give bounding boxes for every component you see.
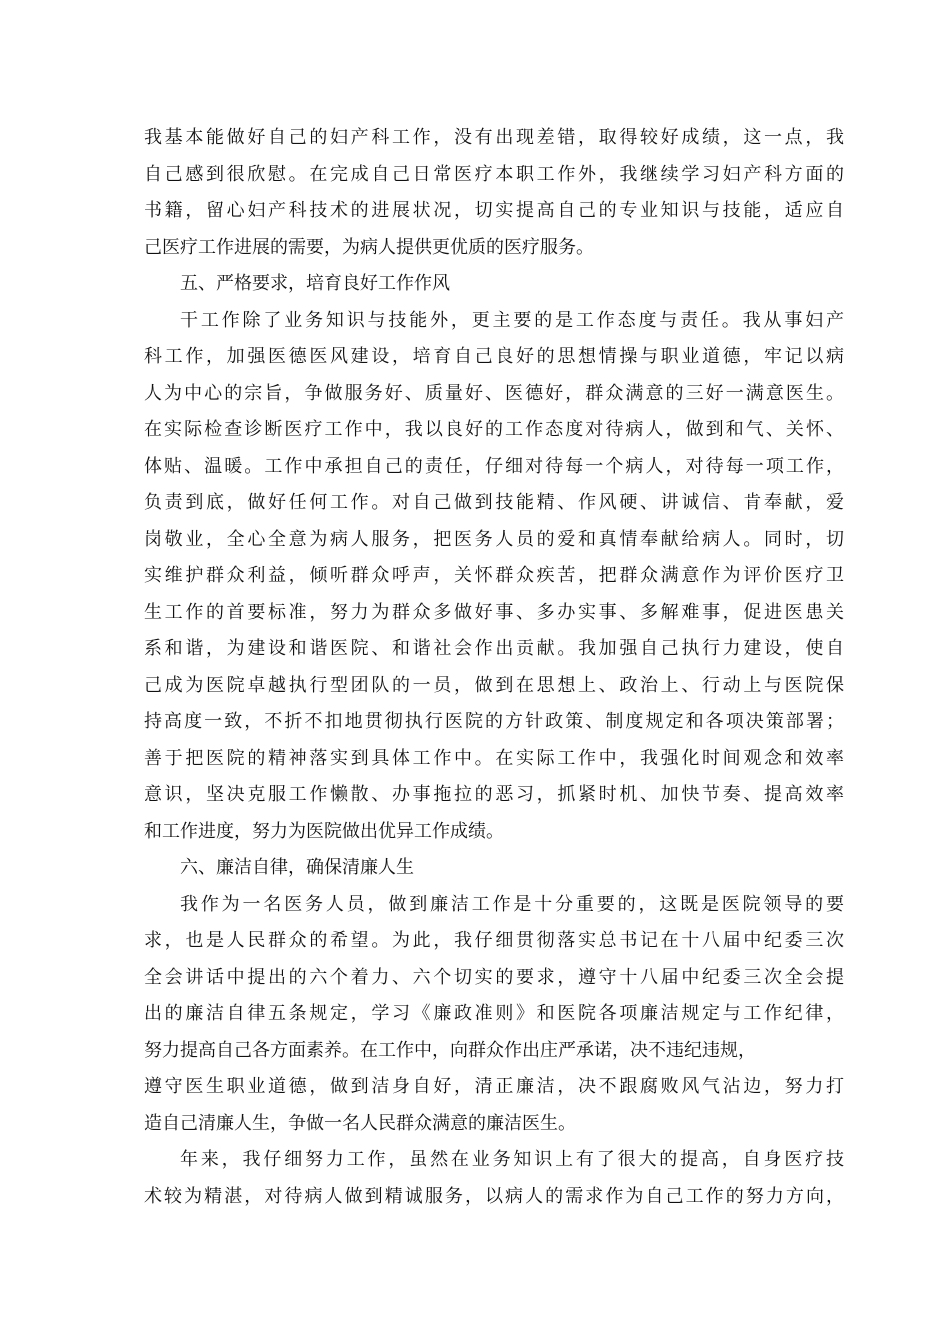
paragraph-line: 术较为精湛，对待病人做到精诚服务，以病人的需求作为自己工作的努力方向， <box>144 1185 844 1207</box>
paragraph-line: 干工作除了业务知识与技能外，更主要的是工作态度与责任。我从事妇产 <box>180 309 844 331</box>
paragraph-line: 我作为一名医务人员，做到廉洁工作是十分重要的，这既是医院领导的要 <box>180 893 844 915</box>
paragraph-line: 在实际检查诊断医疗工作中，我以良好的工作态度对待病人，做到和气、关怀、 <box>144 419 844 440</box>
paragraph-line: 岗敬业，全心全意为病人服务，把医务人员的爱和真情奉献给病人。同时，切 <box>144 528 844 550</box>
paragraph-line: 己成为医院卓越执行型团队的一员，做到在思想上、政治上、行动上与医院保 <box>144 674 844 696</box>
document-body <box>144 120 844 1215</box>
paragraph-line: 科工作，加强医德医风建设，培育自己良好的思想情操与职业道德，牢记以病 <box>144 346 844 367</box>
paragraph-line: 人为中心的宗旨，争做服务好、质量好、医德好，群众满意的三好一满意医生。 <box>144 382 844 404</box>
paragraph-line: 造自己清廉人生，争做一名人民群众满意的廉洁医生。 <box>144 1112 576 1134</box>
paragraph-line: 努力提高自己各方面素养。在工作中，向群众作出庄严承诺，决不违纪违规， <box>144 1039 756 1061</box>
paragraph-line: 实维护群众利益，倾听群众呼声，关怀群众疾苦，把群众满意作为评价医疗卫 <box>144 565 844 586</box>
section-heading: 六、廉洁自律，确保清廉人生 <box>180 857 414 878</box>
paragraph-line: 年来，我仔细努力工作，虽然在业务知识上有了很大的提高，自身医疗技 <box>180 1149 844 1170</box>
paragraph-line: 出的廉洁自律五条规定，学习《廉政准则》和医院各项廉洁规定与工作纪律， <box>144 1003 844 1024</box>
paragraph-line: 意识，坚决克服工作懒散、办事拖拉的恶习，抓紧时机、加快节奏、提高效率 <box>144 784 844 805</box>
paragraph-line: 求，也是人民群众的希望。为此，我仔细贯彻落实总书记在十八届中纪委三次 <box>144 930 844 951</box>
paragraph-line: 全会讲话中提出的六个着力、六个切实的要求，遵守十八届中纪委三次全会提 <box>144 966 844 988</box>
paragraph-line: 己医疗工作进展的需要，为病人提供更优质的医疗服务。 <box>144 236 594 258</box>
paragraph-line: 体贴、温暖。工作中承担自己的责任，仔细对待每一个病人，对待每一项工作， <box>144 455 844 477</box>
paragraph-line: 持高度一致，不折不扣地贯彻执行医院的方针政策、制度规定和各项决策部署； <box>144 711 844 732</box>
paragraph-line: 负责到底，做好任何工作。对自己做到技能精、作风硬、讲诚信、肯奉献，爱 <box>144 492 844 513</box>
paragraph-line: 善于把医院的精神落实到具体工作中。在实际工作中，我强化时间观念和效率 <box>144 747 844 769</box>
paragraph-line: 和工作进度，努力为医院做出优异工作成绩。 <box>144 820 504 842</box>
paragraph-line: 系和谐，为建设和谐医院、和谐社会作出贡献。我加强自己执行力建设，使自 <box>144 638 844 659</box>
paragraph-line: 遵守医生职业道德，做到洁身自好，清正廉洁，决不跟腐败风气沾边，努力打 <box>144 1076 844 1097</box>
paragraph-line: 生工作的首要标准，努力为群众多做好事、多办实事、多解难事，促进医患关 <box>144 601 844 623</box>
paragraph-line: 我基本能做好自己的妇产科工作，没有出现差错，取得较好成绩，这一点，我 <box>144 127 844 148</box>
section-heading: 五、严格要求，培育良好工作作风 <box>180 273 450 294</box>
paragraph-line: 自己感到很欣慰。在完成自己日常医疗本职工作外，我继续学习妇产科方面的 <box>144 163 844 185</box>
paragraph-line: 书籍，留心妇产科技术的进展状况，切实提高自己的专业知识与技能，适应自 <box>144 200 844 221</box>
